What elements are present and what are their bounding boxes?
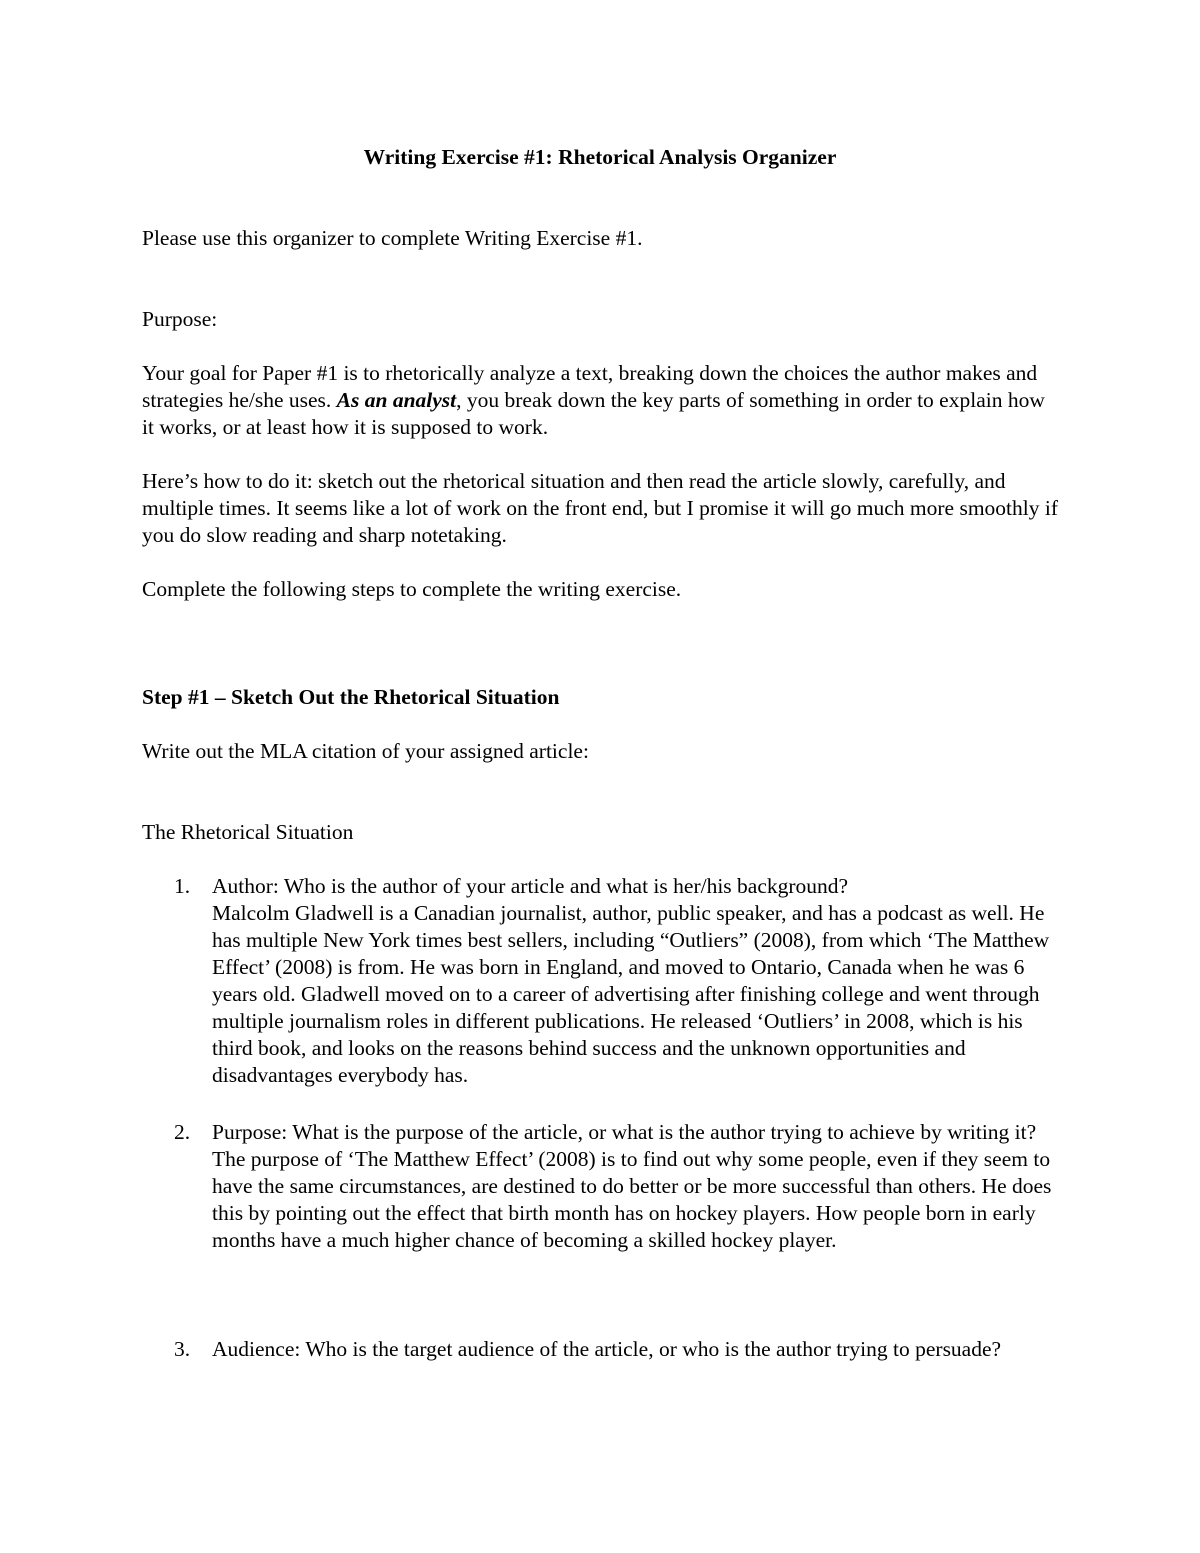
list-item-number: 2.: [174, 1120, 191, 1144]
list-item-question: Author: Who is the author of your article and what is her/his background?: [212, 874, 849, 898]
list-item-body: [212, 1119, 1062, 1254]
complete-paragraph: Complete the following steps to complete the writing exercise.: [142, 577, 682, 601]
citation-prompt: Write out the MLA citation of your assigned article:: [142, 739, 589, 763]
list-item-question: Audience: Who is the target audience of the article, or who is the author trying to persuade?: [212, 1337, 1002, 1361]
goal-paragraph: [142, 360, 1062, 441]
intro-paragraph: Please use this organizer to complete Writing Exercise #1.: [142, 226, 643, 250]
list-item-number: 3.: [174, 1337, 191, 1361]
document-title: Writing Exercise #1: Rhetorical Analysis Organizer: [363, 145, 837, 169]
step1-heading: Step #1 – Sketch Out the Rhetorical Situation: [142, 685, 560, 709]
goal-text-part1: Your goal for Paper #1 is to rhetorically analyze a text, breaking down the choices the author makes and strategies he/she uses.: [142, 361, 1038, 412]
purpose-heading: Purpose:: [142, 307, 218, 331]
list-item-number: 1.: [174, 874, 191, 898]
list-item-question: Purpose: What is the purpose of the article, or what is the author trying to achieve by writing it?: [212, 1120, 1037, 1144]
list-item-body: [212, 1336, 1062, 1363]
goal-emphasis: As an analyst: [336, 388, 457, 412]
howto-paragraph: Here’s how to do it: sketch out the rhetorical situation and then read the article slowly, carefully, and multiple times. It seems like a lot of work on the front end, but I promise it will go much more smoothly if you do slow reading and sharp notetaking.: [142, 469, 1058, 547]
list-item-body: [212, 873, 1062, 1089]
list-item-answer: Malcolm Gladwell is a Canadian journalist, author, public speaker, and has a podcast as well. He has multiple New York times best sellers, including “Outliers” (2008), from which ‘The Matthew Effect’ (2008) is from. He was born in England, and moved to Ontario, Canada when he was 6 years old. Gladwell moved on to a career of advertising after finishing college and went through multiple journalism roles in different publications. He released ‘Outliers’ in 2008, which is his third book, and looks on the reasons behind success and the unknown opportunities and disadvantages everybody has.: [212, 901, 1050, 1087]
goal-text-part2: , you break down the key parts of something in order to explain how it works, or at least how it is supposed to work.: [142, 388, 1045, 439]
situation-heading: The Rhetorical Situation: [142, 820, 354, 844]
list-item-answer: The purpose of ‘The Matthew Effect’ (2008) is to find out why some people, even if they seem to have the same circumstances, are destined to do better or be more successful than others. He does this by pointing out the effect that birth month has on hockey players. How people born in early months have a much higher chance of becoming a skilled hockey player.: [212, 1147, 1052, 1252]
